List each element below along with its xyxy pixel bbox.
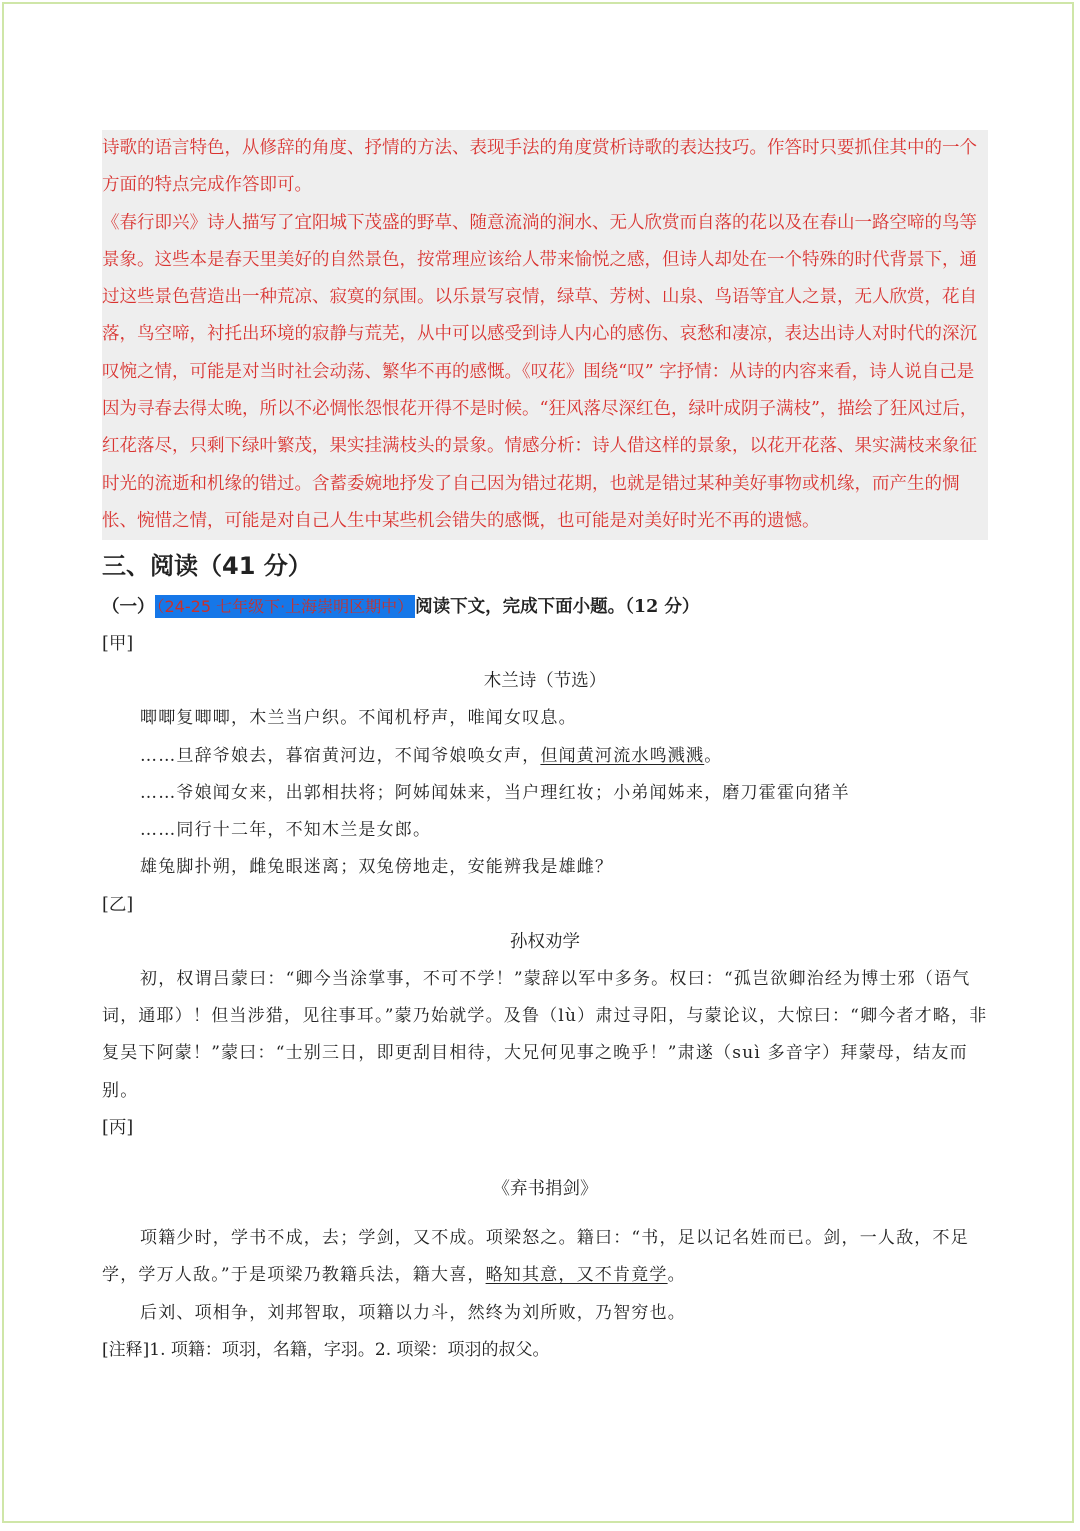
document-body (102, 130, 988, 1369)
poem-line-1: 唧唧复唧唧，木兰当户织。不闻机杼声，唯闻女叹息。 (140, 708, 577, 729)
answer-paragraph-2: 《春行即兴》诗人描写了宜阳城下茂盛的野草、随意流淌的涧水、无人欣赏而自落的花以及在春山一路空啼的鸟等景象。这些本是春天里美好的自然景色，按常理应该给人带来愉悦之感，但诗人却处在一个特殊的时代背景下，通过这些景色营造出一种荒凉、寂寞的氛围。以乐景写哀情，绿草、芳树、山泉、鸟语等宜人之景，无人欣赏，花自落，鸟空啼，衬托出环境的寂静与荒芜，从中可以感受到诗人内心的感伤、哀愁和凄凉，表达出诗人对时代的深沉叹惋之情，可能是对当时社会动荡、繁华不再的感慨。《叹花》围绕“叹” 字抒情：从诗的内容来看，诗人说自己是因为寻春去得太晚，所以不必惆怅怨恨花开得不是时候。“狂风落尽深红色，绿叶成阴子满枝”，描绘了狂风过后，红花落尽，只剩下绿叶繁茂，果实挂满枝头的景象。情感分析：诗人借这样的景象，以花开花落、果实满枝来象征时光的流逝和机缘的错过。含蓄委婉地抒发了自己因为错过花期，也就是错过某种美好事物或机缘，而产生的惆怅、惋惜之情，可能是对自己人生中某些机会错失的感慨，也可能是对美好时光不再的遗憾。 (102, 212, 978, 531)
poem-underlined-phrase: 但闻黄河流水鸣溅溅 (540, 745, 705, 766)
bing-p1-text: 项籍少时，学书不成，去；学剑，又不成。项梁怒之。籍曰：“书，足以记名姓而已。剑，一人敌，不足学，学万人敌。”于是项梁乃教籍兵法，籍大喜， (102, 1227, 969, 1286)
poem-line-2 (102, 738, 988, 775)
poem-line-3: ……爷娘闻女来，出郭相扶将；阿姊闻妹来，当户理红妆；小弟闻姊来，磨刀霍霍向猪羊 (140, 782, 850, 803)
bing-p1-end: 。 (667, 1265, 686, 1286)
passage-title-jia: 木兰诗（节选） (483, 671, 607, 692)
section-title: 三、阅读（41 分） (102, 552, 312, 581)
question-header (102, 588, 988, 626)
answer-paragraph-1: 诗歌的语言特色，从修辞的角度、抒情的方法、表现手法的角度赏析诗歌的表达技巧。作答时只要抓住其中的一个方面的特点完成作答即可。 (102, 138, 977, 196)
passage-label-bing: [丙] (102, 1117, 134, 1138)
answer-analysis-block (102, 130, 988, 540)
passage-text-yi: 初，权谓吕蒙曰：“卿今当涂掌事，不可不学！”蒙辞以军中多务。权曰：“孤岂欲卿治经为博士邪（语气词，通耶）！但当涉猎，见往事耳。”蒙乃始就学。及鲁（lù）肃过寻阳，与蒙论议，大惊曰：“卿今者才略，非复吴下阿蒙！”蒙曰：“士别三日，即更刮目相待，大兄何见事之晚乎！”肃遂（suì 多音字）拜蒙母，结友而别。 (102, 968, 988, 1101)
question-instruction: 阅读下文，完成下面小题。（12 分） (415, 597, 700, 618)
passage-label-jia: [甲] (102, 634, 134, 655)
passage-label-yi: [乙] (102, 894, 134, 915)
passage-text-bing-2: 后刘、项相争，刘邦智取，项籍以力斗，然终为刘所败，乃智穷也。 (140, 1302, 686, 1323)
poem-line-2-end: 。 (704, 745, 723, 766)
annotation-note: [注释]1. 项籍：项羽，名籍，字羽。2. 项梁：项羽的叔父。 (102, 1339, 550, 1360)
passage-title-yi: 孙权劝学 (510, 931, 580, 952)
poem-line-2-text: ……旦辞爷娘去，暮宿黄河边，不闻爷娘唤女声， (140, 745, 541, 766)
passage-text-bing-1 (102, 1220, 988, 1295)
poem-line-5: 雄兔脚扑朔，雌兔眼迷离；双兔傍地走，安能辨我是雄雌？ (140, 857, 614, 878)
poem-line-4: ……同行十二年，不知木兰是女郎。 (140, 820, 432, 841)
question-prefix: （一） (102, 597, 155, 618)
page (2, 2, 1074, 1523)
source-tag: （24-25 七年级下·上海崇明区期中） (156, 597, 414, 617)
bing-underlined-phrase: 略知其意，又不肯竟学 (485, 1265, 668, 1286)
passage-title-bing: 《弃书捐剑》 (492, 1178, 598, 1199)
